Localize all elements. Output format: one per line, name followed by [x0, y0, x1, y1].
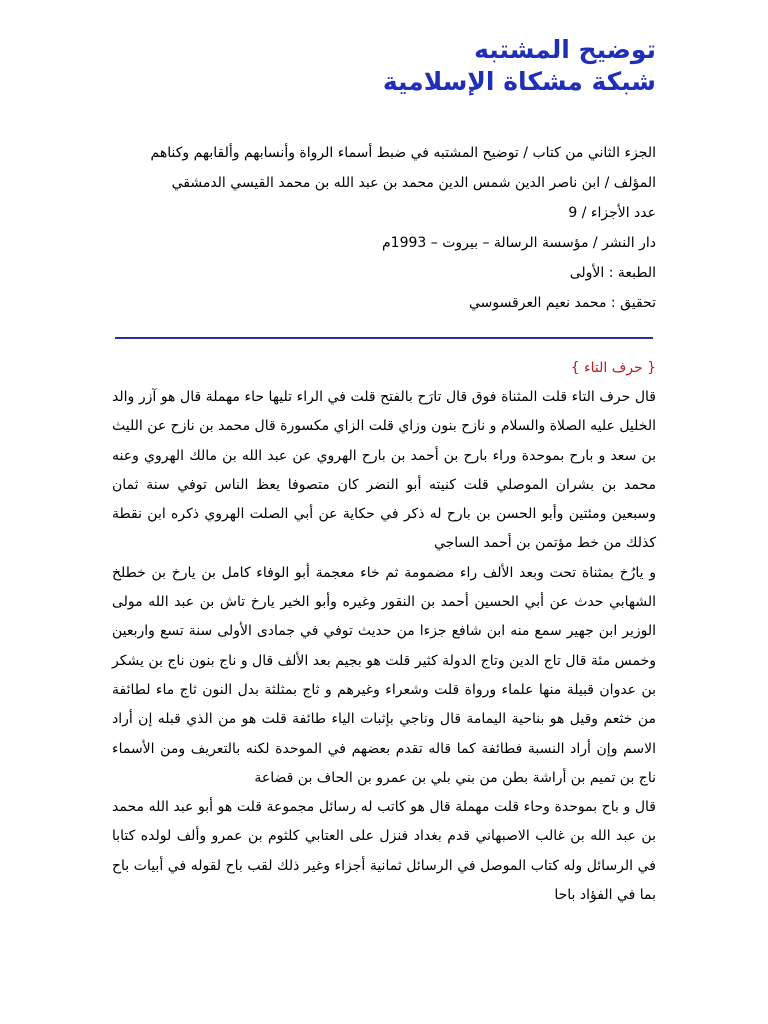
paragraph: قال و باح بموحدة وحاء قلت مهملة قال هو كاتب له رسائل مجموعة قلت هو أبو عبد الله محمد بن عبد الله بن غالب الاصبهاني قدم بغداد فنزل على العتابي كلثوم بن عمرو وألف لولده كتابا في الرسائل وله كتاب الموصل في الرسائل ثمانية أجزاء وغير ذلك لقب باح لقوله في أبيات باح بما في الفؤاد باحا: [112, 799, 656, 904]
document-page: [112, 34, 656, 910]
publisher-line: دار النشر / مؤسسة الرسالة – بيروت – 1993م: [382, 235, 656, 251]
editor-line: تحقيق : محمد نعيم العرقسوسي: [468, 295, 656, 311]
book-part-line: الجزء الثاني من كتاب / توضيح المشتبه في ضبط أسماء الرواة وأنسابهم وألقابهم وكناهم: [150, 145, 656, 161]
body-text: [112, 383, 656, 910]
site-name: شبكة مشكاة الإسلامية: [382, 67, 656, 96]
volumes-line: عدد الأجزاء / 9: [568, 205, 656, 221]
paragraph: و يارُخ بمثناة تحت وبعد الألف راء مضمومة ثم خاء معجمة أبو الوفاء كامل بن يارخ بن خطلخ الشهابي حدث عن أبي الحسين أحمد بن النقور وغيره وأبو الخير يارخ تاش بن عبد الله مولى الوزير ابن جهير سمع منه ابن شافع جزءا من حديث توفي في جمادى الأولى سنة تسع واربعين وخمس مئة قال تاج الدين وتاج الدولة كثير قلت هو بجيم بعد الألف قال و ناج بنون ناج بن يشكر بن عدوان قبيلة منها علماء ورواة قلت وشعراء وغيرهم و ثاج بمثلثة بدل النون ثاج ماء لطائفة من خثعم وقيل هو بناحية اليمامة قال وناجي بإثبات الياء طائفة قلت هو من الذي قبله إن أراد الاسم وإن أراد النسبة فطائفة كما قاله تقدم بعضهم في الموحدة لكنه بالتعريف ومن الأسماء ناج بن تميم بن أراشة بطن من بني بلي بن عمرو بن الحاف بن قضاعة: [112, 564, 656, 786]
document-title: [112, 34, 656, 98]
section-divider: [115, 337, 653, 339]
edition-line: الطبعة : الأولى: [569, 265, 656, 281]
book-title: توضيح المشتبه: [474, 35, 656, 64]
book-metadata: [112, 138, 656, 318]
section-heading: { حرف التاء }: [570, 360, 656, 376]
paragraph: قال حرف التاء قلت المثناة فوق قال تارَح بالفتح قلت في الراء تليها حاء مهملة قال هو آزر والد الخليل عليه الصلاة والسلام و نازح بنون وزاي قلت الزاي مكسورة قال محمد بن نازح عن الليث بن سعد و بارح بموحدة وراء بارح بن أحمد بن بارح الهروي عن عبد الله بن مالك الهروي وعنه محمد بن بشران الموصلي قلت كنيته أبو النضر كان متصوفا يعظ الناس توفي سنة ثمان وسبعين ومئتين وأبو الحسن بن بارح له ذكر في حكاية عن أبي الصلت الهروي ذكره ابن نقطة كذلك من خط مؤتمن بن أحمد الساجي: [112, 389, 656, 552]
author-line: المؤلف / ابن ناصر الدين شمس الدين محمد بن عبد الله بن محمد القيسي الدمشقي: [171, 175, 656, 191]
